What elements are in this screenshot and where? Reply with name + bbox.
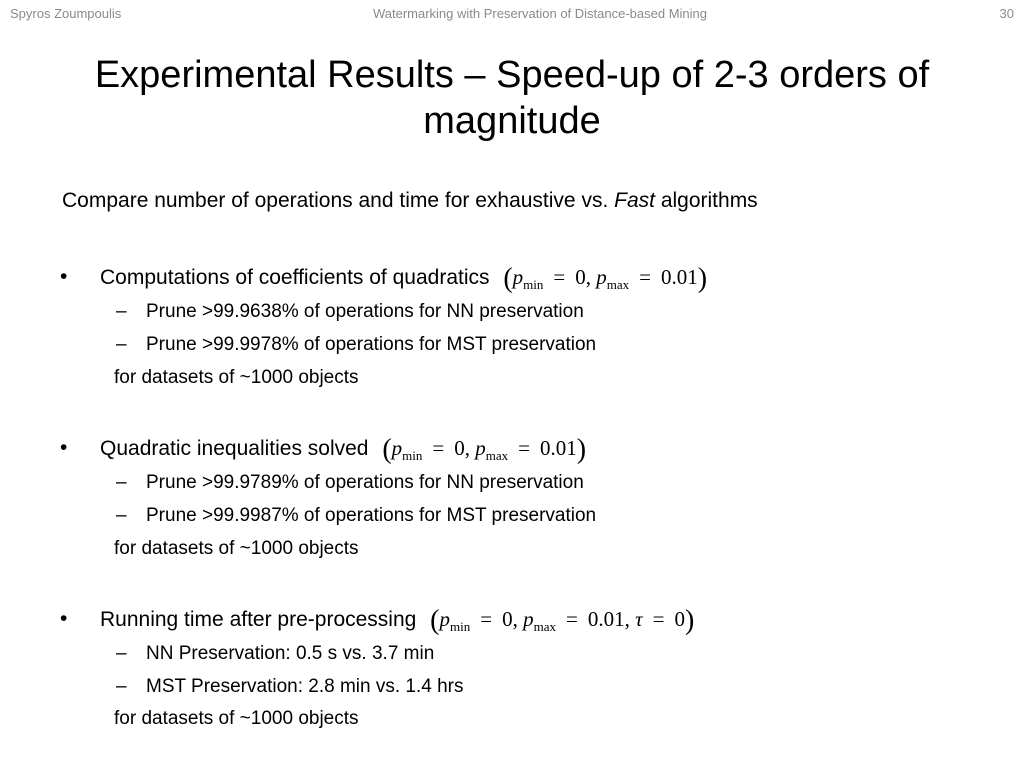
intro-text-end: algorithms <box>660 189 758 212</box>
bullet-marker: • <box>60 607 68 630</box>
sub-bullet-item: Prune >99.9978% of operations for MST preservation <box>146 334 597 355</box>
bullet-item <box>100 264 707 298</box>
bullet-text: Computations of coefficients of quadratics <box>100 266 490 289</box>
intro-text: Compare number of operations and time for exhaustive vs. <box>62 189 609 212</box>
sub-bullet-item: Prune >99.9789% of operations for NN preservation <box>146 472 584 493</box>
sub-bullet-item: Prune >99.9987% of operations for MST preservation <box>146 505 597 526</box>
author-name: Spyros Zoumpoulis <box>10 6 122 21</box>
bullet-marker: • <box>60 436 68 459</box>
sub-bullet-marker: – <box>116 643 127 664</box>
parameter-formula: ($p_{min} = 0$, $p_{max} = 0.01$) <box>503 263 708 294</box>
parameter-formula: ($p_{min} = 0$, $p_{max} = 0.01$) <box>382 434 587 465</box>
bullet-marker: • <box>60 265 68 288</box>
sub-bullet-marker: – <box>116 505 127 526</box>
presentation-title: Watermarking with Preservation of Distance-based Mining <box>372 6 708 21</box>
dataset-note: for datasets of ~1000 objects <box>114 708 359 729</box>
intro-line <box>62 188 758 214</box>
sub-bullet-marker: – <box>116 334 127 355</box>
sub-bullet-marker: – <box>116 472 127 493</box>
sub-bullet-marker: – <box>116 301 127 322</box>
sub-bullet-item: NN Preservation: 0.5 s vs. 3.7 min <box>146 643 435 664</box>
bullet-item <box>100 435 586 469</box>
bullet-text: Running time after pre-processing <box>100 608 417 631</box>
slide-title: Experimental Results – Speed-up of 2-3 orders of magnitude <box>94 54 930 142</box>
sub-bullet-marker: – <box>116 676 127 697</box>
parameter-formula: ($p_{min} = 0$, $p_{max} = 0.01$, τ = 0) <box>430 605 695 636</box>
dataset-note: for datasets of ~1000 objects <box>114 538 359 559</box>
bullet-item <box>100 606 694 640</box>
sub-bullet-item: MST Preservation: 2.8 min vs. 1.4 hrs <box>146 676 464 697</box>
dataset-note: for datasets of ~1000 objects <box>114 367 359 388</box>
sub-bullet-item: Prune >99.9638% of operations for NN preservation <box>146 301 584 322</box>
intro-fast-word: Fast <box>614 189 655 212</box>
bullet-text: Quadratic inequalities solved <box>100 437 369 460</box>
page-number: 30 <box>999 6 1014 21</box>
